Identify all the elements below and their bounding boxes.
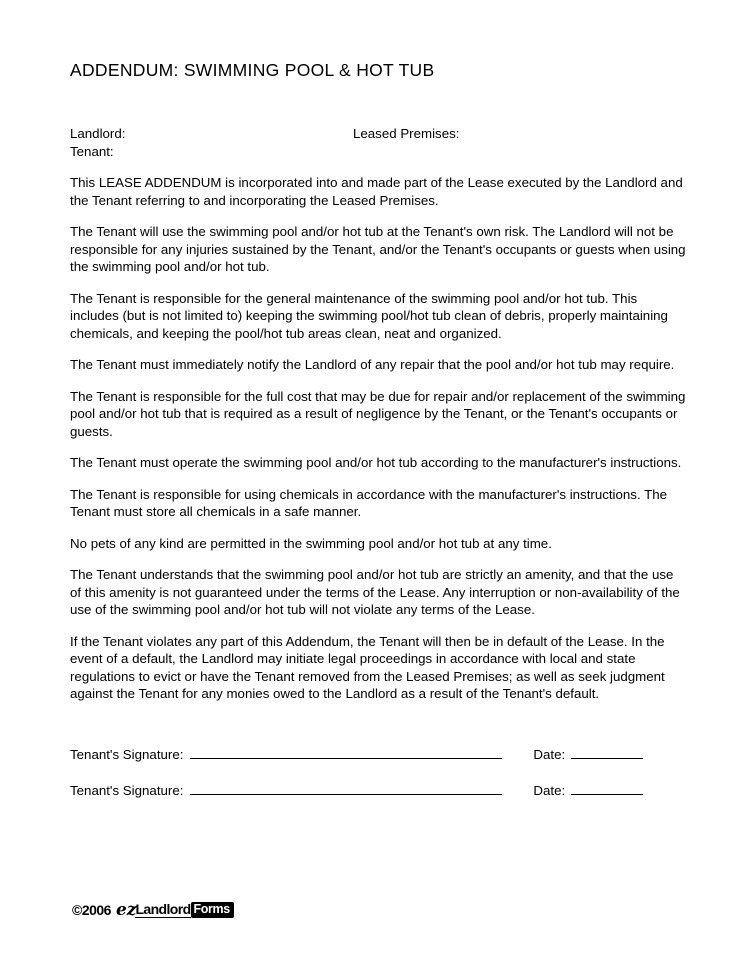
signature-section (70, 745, 686, 799)
signature-row-2 (70, 781, 686, 799)
brand-script-ez: ez (115, 900, 137, 920)
tenant-signature-line-2 (190, 781, 502, 795)
paragraph-incorporation: This LEASE ADDENDUM is incorporated into and made part of the Lease executed by the Landlord and the Tenant referring to and incorporating the Leased Premises. (70, 175, 683, 208)
brand-forms-badge: Forms (191, 902, 234, 918)
brand-name-landlord: Landlord (135, 901, 191, 917)
tenant-signature-label-1: Tenant's Signature: (70, 746, 184, 762)
party-fields (70, 125, 686, 160)
ezlandlordforms-logo (72, 901, 234, 919)
signature-row-1 (70, 745, 686, 763)
date-line-1 (571, 745, 643, 759)
paragraph-no-pets: No pets of any kind are permitted in the swimming pool and/or hot tub at any time. (70, 535, 552, 551)
paragraph-general-maintenance: The Tenant is responsible for the general maintenance of the swimming pool and/or hot tub. This includes (but is not limited to) keeping the swimming pool/hot tub clean of debris, properly maintaining chemicals, and keeping the pool/hot tub areas clean, neat and organized. (70, 290, 668, 341)
landlord-label: Landlord: (70, 126, 126, 141)
paragraph-amenity: The Tenant understands that the swimming pool and/or hot tub are strictly an amenity, and that the use of this amenity is not guaranteed under the terms of the Lease. Any interruption or non-availability of the use of the swimming pool and/or hot tub will not violate any terms of the Lease. (70, 567, 680, 617)
tenant-label: Tenant: (70, 143, 114, 159)
date-line-2 (571, 781, 643, 795)
paragraph-notify-repair: The Tenant must immediately notify the Landlord of any repair that the pool and/or hot tub may require. (70, 357, 675, 372)
tenant-signature-label-2: Tenant's Signature: (70, 782, 184, 798)
paragraph-default: If the Tenant violates any part of this Addendum, the Tenant will then be in default of the Lease. In the event of a default, the Landlord may initiate legal proceedings in accordance with local and state regulations to evict or have the Tenant removed from the Leased Premises; as well as seek judgment against the Tenant for any monies owed to the Landlord as a result of the Tenant's default. (70, 633, 665, 701)
date-label-2: Date: (533, 782, 566, 798)
tenant-signature-line-1 (190, 745, 502, 759)
paragraph-manufacturer-operation: The Tenant must operate the swimming pool and/or hot tub according to the manufacturer's instructions. (70, 455, 682, 470)
paragraph-chemicals: The Tenant is responsible for using chemicals in accordance with the manufacturer's instructions. The Tenant must store all chemicals in a safe manner. (70, 486, 668, 519)
tenant-row (70, 143, 686, 161)
copyright-year: ©2006 (72, 902, 111, 918)
date-label-1: Date: (533, 746, 566, 762)
landlord-premises-row (70, 125, 686, 143)
paragraph-own-risk: The Tenant will use the swimming pool and/or hot tub at the Tenant's own risk. The Landlord will not be responsible for any injuries sustained by the Tenant, and/or the Tenant's occupants or guests when using the swimming pool and/or hot tub. (70, 224, 686, 274)
paragraph-repair-cost: The Tenant is responsible for the full cost that may be due for repair and/or replacement of the swimming pool and/or hot tub that is required as a result of negligence by the Tenant, or the Tenant's occupants or guests. (70, 388, 686, 439)
leased-premises-label: Leased Premises: (353, 126, 460, 141)
document-title: ADDENDUM: SWIMMING POOL & HOT TUB (70, 60, 435, 80)
